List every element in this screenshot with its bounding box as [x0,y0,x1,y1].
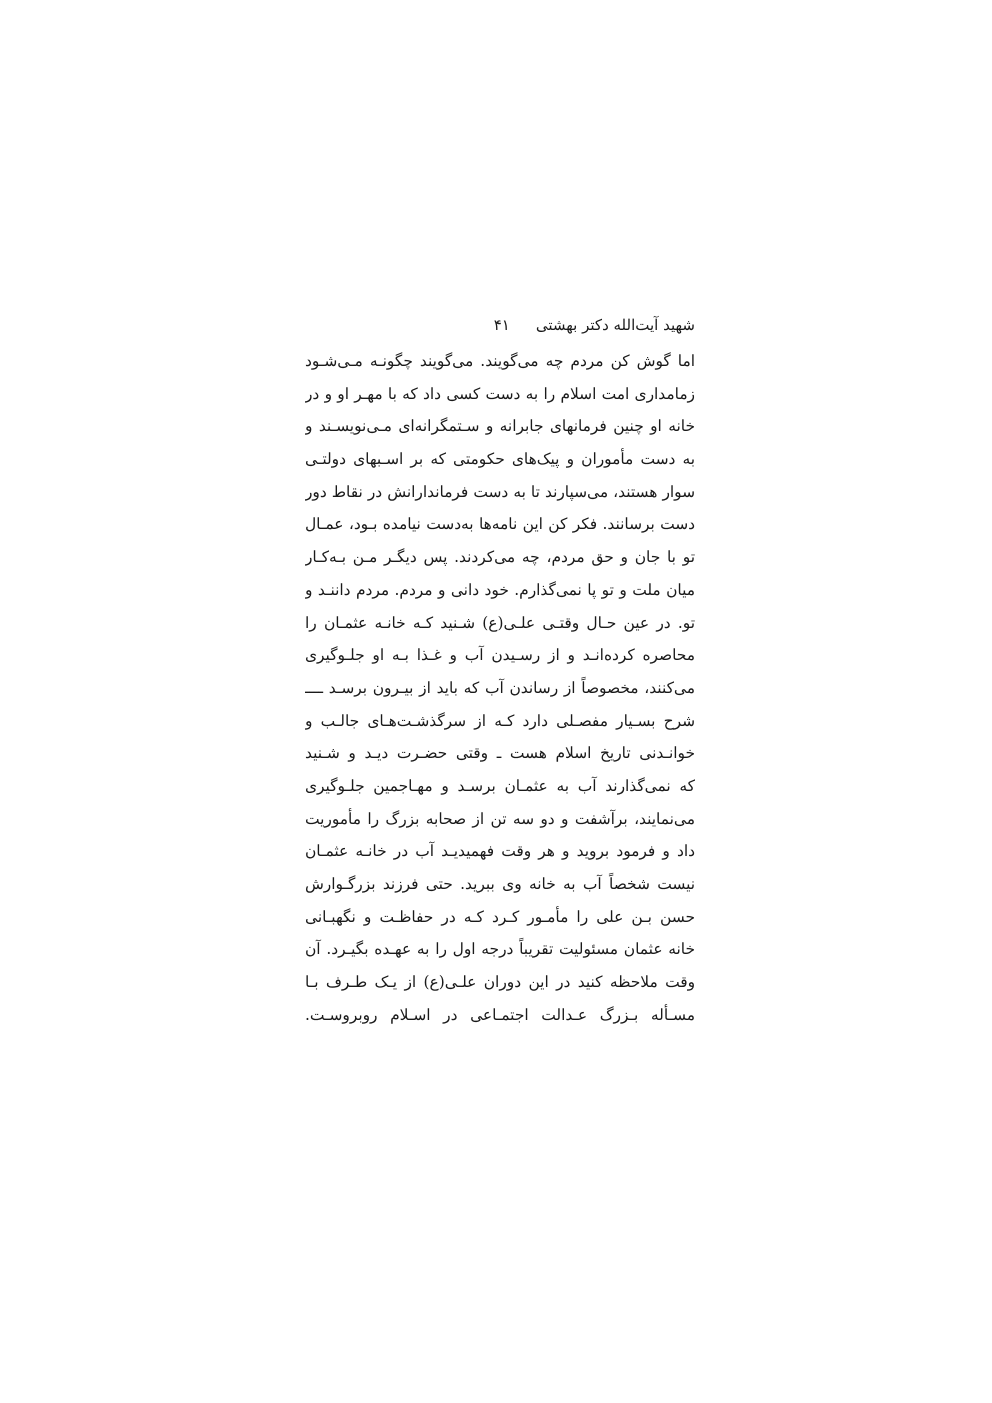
text-line: مسـأله بـزرگ عـدالت اجتمـاعی در اسـلام روبروسـت. [305,1005,695,1024]
text-line: داد و فرمود بروید و هر وقت فهمیدیـد آب در خانـه عثمـان [305,842,695,861]
text-line: میان ملت و تو پا نمی‌گذارم. خود دانی و مردم. مردم داننـد و [305,580,695,599]
text-line: که نمی‌گذارند آب به عثمـان برسـد و مهـاجمین جلـوگیری [305,776,695,795]
text-line: وقت ملاحظه کنید در این دوران علـی(ع) از یـک طـرف بـا [305,973,695,992]
text-line: خانه او چنین فرمانهای جابرانه و سـتمگرانه‌ای مـی‌نویسـند و [305,417,695,436]
text-line: تو. در عین حـال وقتـی علـی(ع) شـنید کـه خانـه عثمـان را [305,613,695,632]
text-line: اما گوش کن مردم چه می‌گویند. می‌گویند چگونـه مـی‌شـود [305,352,695,370]
text-line: می‌نمایند، برآشفت و دو سه تن از صحابه بزرگ را مأموریت [305,809,695,828]
text-line: دست برسانند. فکر کن این نامه‌ها به‌دست نیامده بـود، عمـال [305,515,695,534]
text-line: خانه عثمان مسئولیت تقریباً درجه اول را به عهـده بگیـرد. آن [305,940,695,959]
running-header [305,312,695,338]
text-line: تو با جان و حق مردم، چه می‌کردند. پس دیگـر مـن بـه‌کـار [305,548,695,567]
text-line: حسن بـن علی را مأمـور کـرد کـه در حفاظـت و نگهبـانی [305,907,695,926]
text-line: خوانـدنی تاریخ اسلام هست ـ وقتی حضـرت دیـد و شـنید [305,744,695,763]
body-text [305,345,695,1031]
text-line: شرح بسـیار مفصـلی دارد کـه از سرگذشـت‌هـای جالـب و [305,711,695,730]
text-line: به دست مأموران و پیک‌های حکومتی که بر اسـبهای دولتـی [305,450,695,469]
running-title: شهید آیت‌الله دکتر بهشتی [535,316,695,334]
text-line: محاصره کرده‌انـد و از رسـیدن آب و غـذا بـه او جلـوگیری [305,646,695,665]
text-line: نیست شخصاً آب به خانه وی ببرید. حتی فرزند بزرگـوارش [305,875,695,893]
text-line: سوار هستند، می‌سپارند تا به دست فرماندارانش در نقاط دور [305,482,695,501]
text-line: زمامداری امت اسلام را به دست کسی داد که با مهـر او و در [305,384,695,403]
page-number: ۴۱ [493,316,510,334]
text-line: می‌کنند، مخصوصاً از رساندن آب که باید از بیـرون برسـد ــــ [305,678,695,697]
